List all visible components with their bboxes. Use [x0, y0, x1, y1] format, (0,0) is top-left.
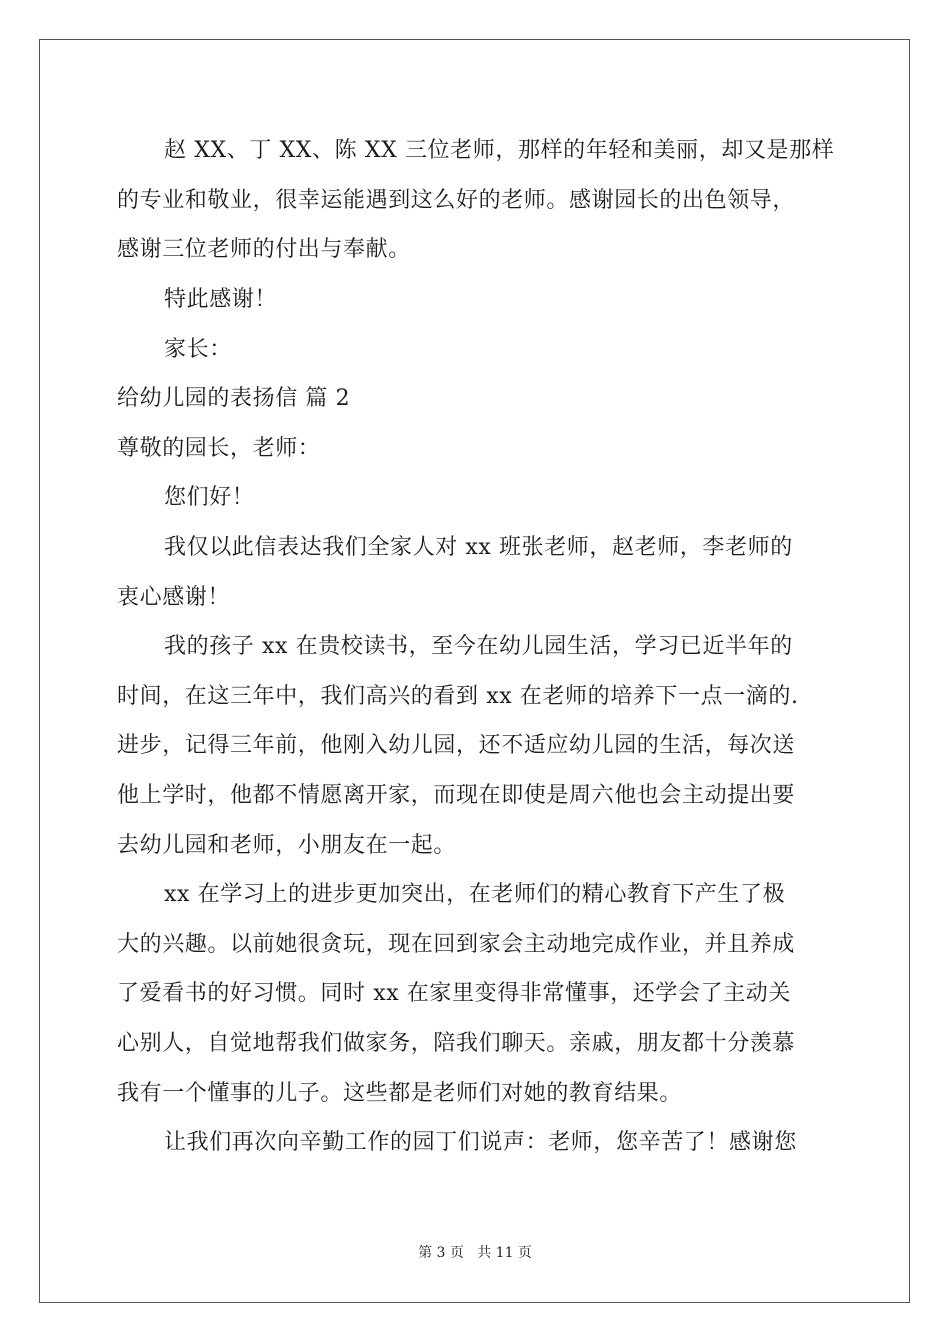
- text-line: 特此感谢！: [164, 287, 278, 312]
- section-heading: 给幼儿园的表扬信 篇 2: [117, 386, 351, 411]
- greeting: 您们好！: [164, 485, 255, 510]
- text-line: 我的孩子 xx 在贵校读书，至今在幼儿园生活，学习已近半年的: [164, 634, 793, 659]
- text-line: 感谢三位老师的付出与奉献。: [117, 237, 411, 262]
- text-line: 时间，在这三年中，我们高兴的看到 xx 在老师的培养下一点一滴的.: [117, 684, 799, 709]
- text-line: 衷心感谢！: [117, 585, 231, 610]
- text-line: 我有一个懂事的儿子。这些都是老师们对她的教育结果。: [117, 1081, 683, 1106]
- text-line: 我仅以此信表达我们全家人对 xx 班张老师，赵老师，李老师的: [164, 535, 793, 560]
- page-border: [39, 39, 910, 1303]
- text-line: 赵 XX、丁 XX、陈 XX 三位老师，那样的年轻和美丽，却又是那样: [164, 138, 835, 163]
- page-number-footer: 第 3 页 共 11 页: [418, 1245, 532, 1261]
- text-line: 去幼儿园和老师，小朋友在一起。: [117, 833, 457, 858]
- text-line: 了爱看书的好习惯。同时 xx 在家里变得非常懂事，还学会了主动关: [117, 981, 792, 1006]
- text-line: 心别人，自觉地帮我们做家务，陪我们聊天。亲戚，朋友都十分羡慕: [117, 1031, 796, 1056]
- text-line: xx 在学习上的进步更加突出，在老师们的精心教育下产生了极: [164, 882, 786, 907]
- text-line: 他上学时，他都不情愿离开家，而现在即使是周六他也会主动提出要: [117, 783, 796, 808]
- signature-label: 家长：: [164, 337, 232, 362]
- text-line: 进步，记得三年前，他刚入幼儿园，还不适应幼儿园的生活，每次送: [117, 733, 796, 758]
- text-line: 的专业和敬业，很幸运能遇到这么好的老师。感谢园长的出色领导，: [117, 188, 796, 213]
- text-line: 让我们再次向辛勤工作的园丁们说声：老师，您辛苦了！感谢您: [164, 1130, 797, 1155]
- salutation: 尊敬的园长，老师：: [117, 436, 321, 461]
- text-line: 大的兴趣。以前她很贪玩，现在回到家会主动地完成作业，并且养成: [117, 932, 796, 957]
